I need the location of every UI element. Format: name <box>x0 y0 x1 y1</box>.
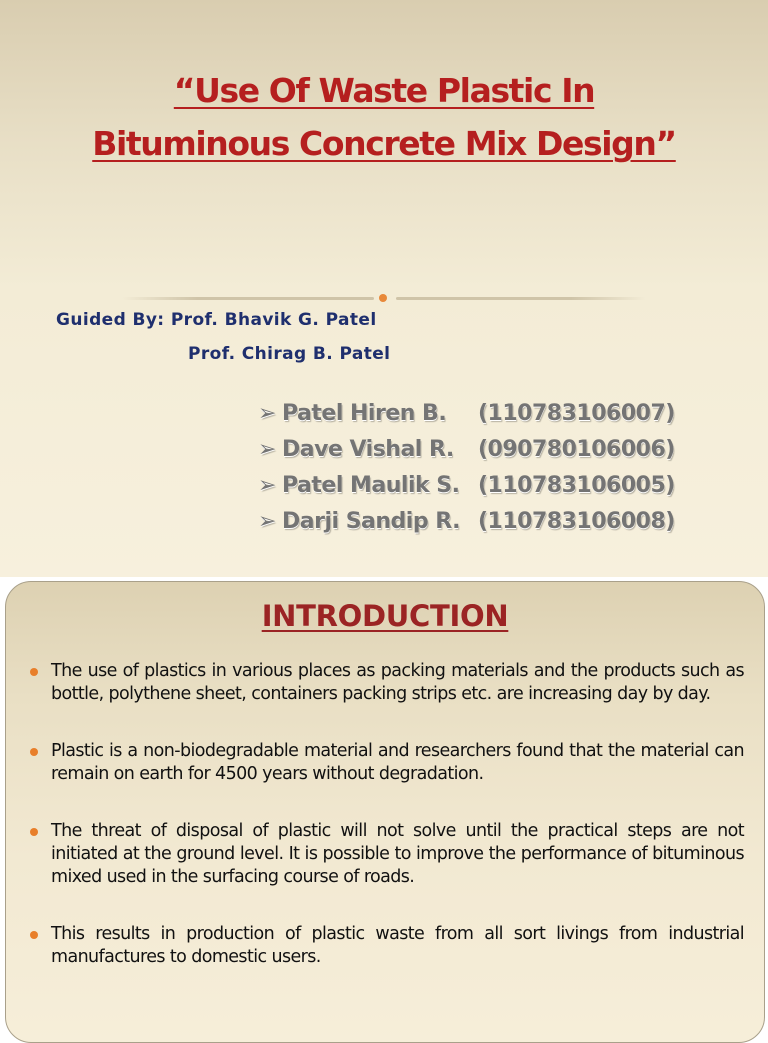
student-name: Dave Vishal R. <box>282 437 454 462</box>
bullet-dot-icon <box>30 828 38 836</box>
bullet-item <box>30 740 744 786</box>
student-item <box>258 504 698 540</box>
introduction-slide <box>5 581 765 1043</box>
guided-by-text: Guided By: Prof. Bhavik G. Patel <box>56 310 377 330</box>
student-item <box>258 468 698 504</box>
student-roll-number: (090780106006) <box>478 437 675 462</box>
second-guide-text: Prof. Chirag B. Patel <box>188 344 391 364</box>
divider-line-left <box>122 297 374 300</box>
title-divider <box>122 297 646 300</box>
introduction-heading-text: INTRODUCTION <box>261 599 509 633</box>
student-item <box>258 432 698 468</box>
bullet-text: This results in production of plastic waste from all sort livings from industrial manufactures to domestic users. <box>51 924 744 967</box>
bullet-item <box>30 820 744 889</box>
student-roll-number: (110783106008) <box>478 509 675 534</box>
arrow-bullet-icon: ➢ <box>258 401 276 426</box>
student-roll-number: (110783106007) <box>478 401 675 426</box>
student-name: Patel Maulik S. <box>282 473 460 498</box>
bullet-dot-icon <box>30 931 38 939</box>
student-name: Patel Hiren B. <box>282 401 447 426</box>
student-name: Darji Sandip R. <box>282 509 460 534</box>
divider-line-right <box>396 297 646 300</box>
bullet-item <box>30 660 744 706</box>
bullet-dot-icon <box>30 748 38 756</box>
divider-dot <box>379 294 387 302</box>
student-roll-number: (110783106005) <box>478 473 675 498</box>
bullet-item <box>30 923 744 969</box>
arrow-bullet-icon: ➢ <box>258 473 276 498</box>
bullet-dot-icon <box>30 668 38 676</box>
introduction-heading <box>6 596 764 636</box>
bullet-text: The threat of disposal of plastic will not solve until the practical steps are not initiated at the ground level. It is possible to improve the performance of bituminous mixed used in the surfacing course of roads. <box>51 821 744 887</box>
slide-title <box>0 64 768 170</box>
arrow-bullet-icon: ➢ <box>258 509 276 534</box>
slide-title-line-2: Bituminous Concrete Mix Design” <box>92 124 676 163</box>
student-list <box>258 396 698 540</box>
arrow-bullet-icon: ➢ <box>258 437 276 462</box>
bullet-text: The use of plastics in various places as packing materials and the products such as bottle, polythene sheet, containers packing strips etc. are increasing day by day. <box>51 661 744 704</box>
slide-title-line-1: “Use Of Waste Plastic In <box>173 71 595 110</box>
introduction-bullet-list <box>30 660 744 969</box>
student-item <box>258 396 698 432</box>
bullet-text: Plastic is a non-biodegradable material and researchers found that the material can remain on earth for 4500 years without degradation. <box>51 741 744 784</box>
